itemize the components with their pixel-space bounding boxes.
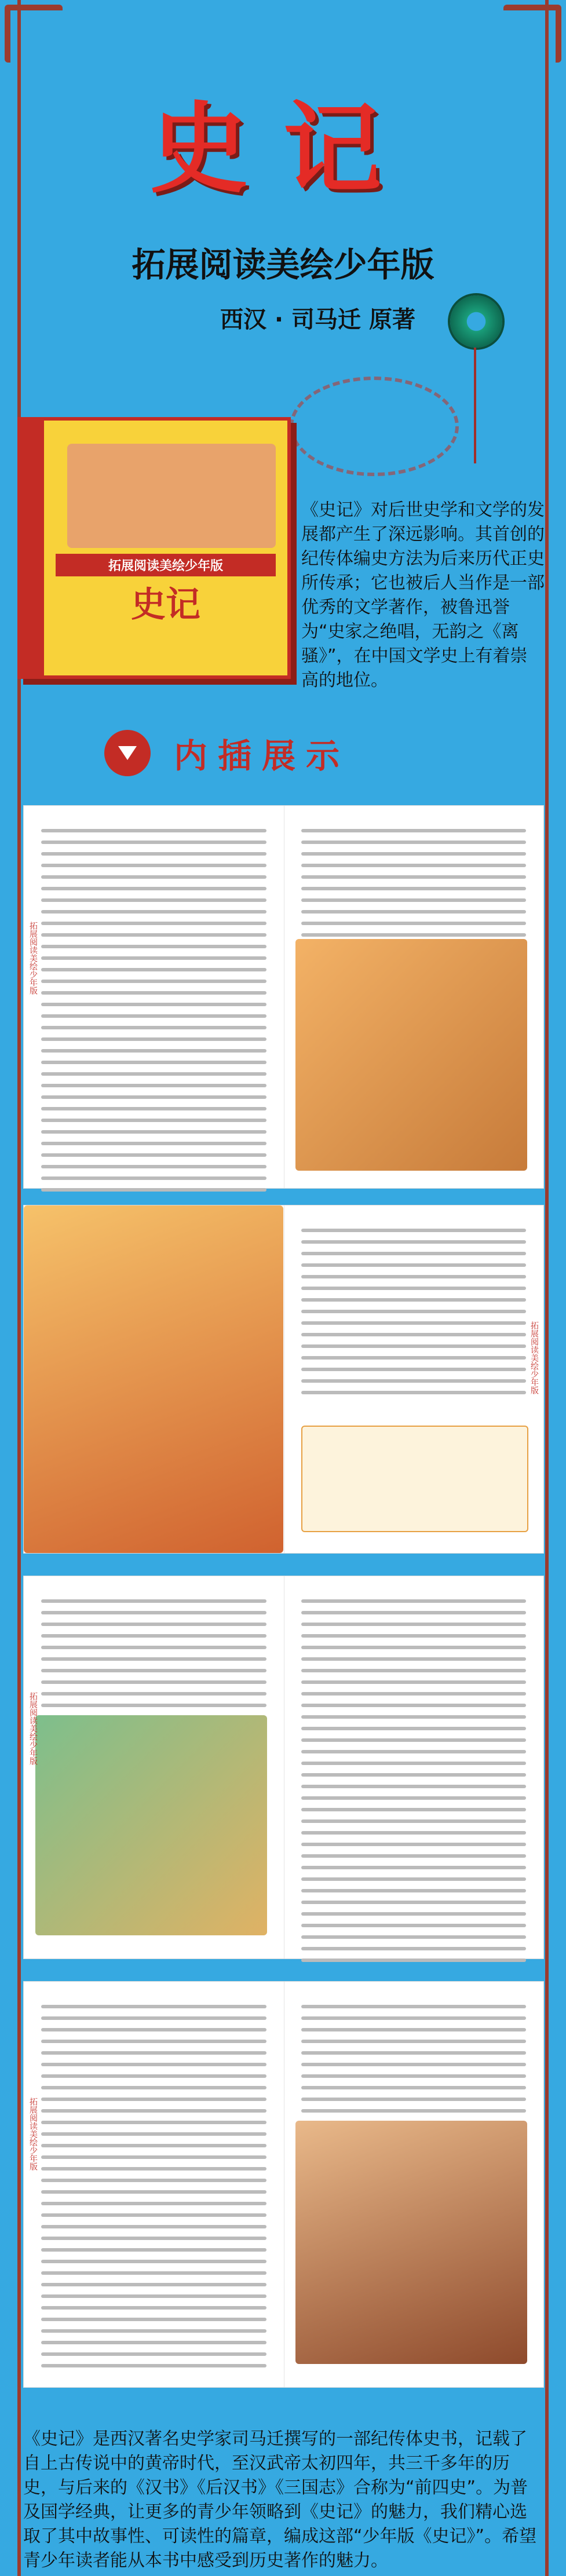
jade-pendant-icon — [450, 295, 502, 348]
book-series-label: 拓展阅读美绘少年版 — [56, 554, 276, 576]
section-header — [0, 718, 566, 788]
section-title: 内插展示 — [174, 736, 350, 776]
body-text-block — [41, 2005, 266, 2376]
reading-box — [301, 1426, 528, 1532]
book-page-right — [284, 1205, 544, 1553]
right-frame-border — [545, 0, 566, 2576]
body-text-block — [301, 1229, 527, 1402]
arrow-down-icon — [104, 730, 151, 776]
book-cover — [17, 417, 291, 679]
book-spread — [23, 1576, 544, 1959]
story-illustration — [295, 939, 527, 1171]
page-title: 史记 — [149, 91, 417, 207]
body-text-block — [301, 1599, 527, 1970]
book-page-left — [24, 1982, 284, 2387]
book-spread — [23, 1981, 544, 2388]
body-text-block — [301, 829, 527, 945]
author-line: 西汉 · 司马迁 原著 — [220, 306, 415, 333]
book-page-left — [24, 1205, 284, 1553]
corner-ornament-top-right — [503, 5, 561, 63]
book-page-left — [24, 1576, 284, 1959]
intro-paragraph: 《史记》对后世史学和文学的发展都产生了深远影响。其首创的纪传体编史方法为后来历代正史所传承；它也被后人当作是一部优秀的文学著作，被鲁迅誉为“史家之绝唱，无韵之《离骚》”，在中国文学史上有着崇高的地位。 — [301, 500, 545, 690]
story-illustration — [295, 2121, 527, 2364]
book-page-right — [284, 1576, 544, 1959]
dragon-decoration-icon — [290, 377, 459, 476]
story-illustration — [35, 1715, 267, 1935]
book-spine — [21, 421, 44, 675]
body-text-block — [301, 2005, 527, 2121]
page-side-label: 拓展阅读美绘少年版 — [28, 922, 38, 995]
book-cover-illustration — [67, 444, 276, 548]
body-text-block — [41, 1599, 266, 1715]
book-page-right — [284, 806, 544, 1188]
page-subtitle: 拓展阅读美绘少年版 — [132, 245, 434, 284]
book-page-left — [24, 806, 284, 1188]
footer-paragraph: 《史记》是西汉著名史学家司马迁撰写的一部纪传体史书，记载了自上古传说中的黄帝时代，至汉武帝太初四年，共三千多年的历史，与后来的《汉书》《后汉书》《三国志》合称为“前四史”。为普及国学经典，让更多的青少年领略到《史记》的魅力，我们精心选取了其中故事性、可读性的篇章，编成这部“少年版《史记》”。希望青少年读者能从本书中感受到历史著作的魅力。 — [23, 2429, 537, 2571]
book-cover-title: 史记 — [131, 584, 200, 625]
page-side-label: 拓展阅读美绘少年版 — [530, 1321, 539, 1394]
left-frame-border — [0, 0, 21, 2576]
book-spread — [23, 805, 544, 1189]
page-side-label: 拓展阅读美绘少年版 — [28, 2098, 38, 2171]
page-side-label: 拓展阅读美绘少年版 — [28, 1692, 38, 1765]
pendant-tassel — [474, 348, 476, 463]
body-text-block — [41, 829, 266, 1200]
story-illustration — [24, 1205, 283, 1553]
corner-ornament-top-left — [5, 5, 63, 63]
book-page-right — [284, 1982, 544, 2387]
book-spread — [23, 1205, 544, 1554]
